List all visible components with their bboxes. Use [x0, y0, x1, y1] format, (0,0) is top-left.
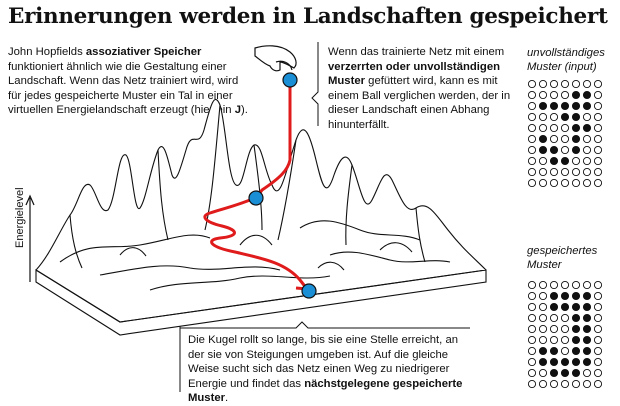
pattern-dot-filled: [539, 358, 546, 365]
pattern-dot-empty: [528, 281, 535, 288]
pattern-dot-empty: [539, 292, 546, 299]
pattern-dot-empty: [528, 292, 535, 299]
pattern-dot-filled: [572, 358, 579, 365]
pattern-dot-filled: [550, 102, 557, 109]
pattern-dot-empty: [539, 157, 546, 164]
pattern-dot-empty: [550, 314, 557, 321]
pattern-dot-empty: [561, 124, 568, 131]
pattern-dot-empty: [550, 135, 557, 142]
pattern-dot-empty: [594, 358, 601, 365]
pattern-dot-filled: [550, 146, 557, 153]
pattern-dot-filled: [539, 146, 546, 153]
pattern-dot-empty: [594, 303, 601, 310]
pattern-dot-filled: [561, 369, 568, 376]
pattern-dot-empty: [583, 168, 590, 175]
pattern-dot-empty: [539, 380, 546, 387]
pattern-stored-grid: [527, 280, 611, 392]
pattern-dot-empty: [594, 325, 601, 332]
pattern-stored-label: gespeichertes Muster: [527, 245, 598, 271]
pattern-dot-empty: [528, 157, 535, 164]
pattern-dot-empty: [550, 124, 557, 131]
pattern-dot-empty: [539, 168, 546, 175]
pattern-dot-empty: [583, 80, 590, 87]
pattern-dot-filled: [561, 292, 568, 299]
pattern-dot-empty: [572, 80, 579, 87]
pattern-dot-filled: [561, 303, 568, 310]
pattern-dot-empty: [550, 380, 557, 387]
pattern-dot-empty: [528, 146, 535, 153]
pattern-dot-filled: [550, 369, 557, 376]
pattern-dot-filled: [583, 347, 590, 354]
pattern-dot-empty: [528, 336, 535, 343]
energy-axis: [26, 196, 34, 282]
pattern-dot-empty: [528, 124, 535, 131]
pattern-dot-empty: [594, 102, 601, 109]
pattern-input-label: unvollständiges Muster (input): [527, 47, 605, 73]
pattern-dot-filled: [583, 325, 590, 332]
pattern-dot-filled: [550, 358, 557, 365]
pattern-dot-empty: [594, 168, 601, 175]
pattern-dot-filled: [572, 325, 579, 332]
pattern-dot-empty: [528, 303, 535, 310]
callout-ball-input: Wenn das trainierte Netz mit einem verzerrten oder unvollständigen Muster gefüttert wird, kann es mit einem Ball verglichen werden, der in dieser Landschaft einen Abhang hinunterfällt.: [328, 46, 511, 131]
pattern-dot-empty: [594, 157, 601, 164]
pattern-dot-filled: [583, 91, 590, 98]
pattern-dot-filled: [550, 292, 557, 299]
pattern-dot-empty: [561, 325, 568, 332]
pattern-input-grid: [527, 79, 611, 191]
pattern-dot-empty: [572, 168, 579, 175]
pattern-dot-empty: [550, 179, 557, 186]
pattern-dot-filled: [561, 102, 568, 109]
pattern-dot-empty: [583, 135, 590, 142]
pattern-dot-empty: [594, 347, 601, 354]
pattern-dot-empty: [528, 113, 535, 120]
pattern-dot-empty: [550, 91, 557, 98]
pattern-dot-empty: [528, 102, 535, 109]
pattern-dot-empty: [528, 369, 535, 376]
pattern-dot-empty: [539, 314, 546, 321]
pattern-dot-filled: [572, 124, 579, 131]
pattern-dot-empty: [550, 80, 557, 87]
pattern-dot-empty: [539, 80, 546, 87]
pattern-dot-filled: [572, 113, 579, 120]
pattern-dot-empty: [539, 124, 546, 131]
pattern-dot-filled: [561, 358, 568, 365]
intro-text: John Hopfields assoziativer Speicher funktioniert ähnlich wie die Gestaltung einer Landschaft. Wenn das Netz trainiert wird, wird für jedes gespeicherte Muster ein Tal in einer virtuellen Energielandschaft erzeugt (hier ein J).: [8, 46, 248, 117]
pattern-dot-empty: [561, 80, 568, 87]
ball-mid: [249, 191, 263, 205]
pattern-dot-empty: [528, 80, 535, 87]
pattern-dot-filled: [572, 369, 579, 376]
pattern-dot-empty: [539, 325, 546, 332]
pattern-dot-empty: [583, 146, 590, 153]
pattern-dot-filled: [572, 135, 579, 142]
pattern-dot-empty: [550, 325, 557, 332]
pattern-dot-empty: [594, 146, 601, 153]
pattern-dot-empty: [539, 369, 546, 376]
pattern-dot-empty: [594, 124, 601, 131]
pattern-dot-empty: [539, 281, 546, 288]
pattern-dot-filled: [550, 157, 557, 164]
pattern-dot-filled: [572, 146, 579, 153]
pattern-dot-filled: [572, 347, 579, 354]
pattern-dot-empty: [583, 157, 590, 164]
ball-start: [283, 73, 297, 87]
pattern-dot-empty: [594, 336, 601, 343]
pattern-dot-empty: [561, 168, 568, 175]
energy-axis-label: Energielevel: [14, 187, 26, 248]
pattern-dot-empty: [572, 281, 579, 288]
pattern-dot-filled: [572, 91, 579, 98]
pattern-dot-empty: [594, 369, 601, 376]
pattern-dot-filled: [561, 113, 568, 120]
pattern-dot-filled: [572, 336, 579, 343]
ball-end: [302, 284, 316, 298]
pattern-dot-filled: [539, 135, 546, 142]
pattern-dot-filled: [550, 347, 557, 354]
pattern-dot-filled: [583, 124, 590, 131]
pattern-dot-filled: [583, 336, 590, 343]
pattern-dot-empty: [594, 314, 601, 321]
pattern-dot-empty: [572, 179, 579, 186]
pattern-dot-filled: [572, 292, 579, 299]
pattern-dot-empty: [594, 113, 601, 120]
pattern-dot-empty: [594, 281, 601, 288]
pattern-dot-empty: [539, 91, 546, 98]
pattern-dot-filled: [583, 303, 590, 310]
pattern-dot-empty: [528, 91, 535, 98]
page-title: Erinnerungen werden in Landschaften gespeichert: [8, 4, 608, 29]
pattern-dot-empty: [561, 380, 568, 387]
pattern-dot-empty: [594, 135, 601, 142]
pattern-dot-empty: [561, 281, 568, 288]
pattern-dot-empty: [572, 380, 579, 387]
pattern-dot-empty: [539, 113, 546, 120]
pattern-dot-empty: [528, 179, 535, 186]
pattern-dot-empty: [594, 380, 601, 387]
pattern-dot-empty: [594, 179, 601, 186]
pattern-dot-empty: [572, 157, 579, 164]
pattern-dot-empty: [528, 347, 535, 354]
pattern-dot-empty: [561, 91, 568, 98]
pattern-dot-filled: [550, 303, 557, 310]
pattern-dot-empty: [550, 113, 557, 120]
pattern-dot-empty: [594, 80, 601, 87]
pattern-dot-empty: [594, 292, 601, 299]
pattern-dot-filled: [583, 314, 590, 321]
pattern-dot-empty: [528, 314, 535, 321]
pattern-dot-empty: [594, 91, 601, 98]
pattern-dot-empty: [550, 281, 557, 288]
pattern-dot-empty: [528, 325, 535, 332]
pattern-dot-empty: [528, 358, 535, 365]
pattern-dot-empty: [561, 179, 568, 186]
pattern-dot-filled: [539, 347, 546, 354]
pattern-dot-empty: [528, 380, 535, 387]
pattern-dot-empty: [539, 336, 546, 343]
pattern-dot-empty: [539, 303, 546, 310]
pattern-dot-empty: [583, 179, 590, 186]
pattern-dot-empty: [528, 168, 535, 175]
pattern-dot-empty: [583, 369, 590, 376]
pattern-dot-filled: [572, 102, 579, 109]
pattern-dot-filled: [583, 358, 590, 365]
pattern-dot-empty: [561, 135, 568, 142]
pattern-dot-filled: [583, 102, 590, 109]
pattern-dot-filled: [561, 157, 568, 164]
pattern-dot-empty: [539, 179, 546, 186]
pattern-dot-empty: [583, 281, 590, 288]
landscape: [36, 99, 486, 335]
pattern-dot-empty: [561, 314, 568, 321]
pattern-dot-empty: [528, 135, 535, 142]
pattern-dot-empty: [561, 146, 568, 153]
hand-icon: [255, 46, 296, 71]
pattern-dot-filled: [572, 303, 579, 310]
pattern-dot-filled: [539, 102, 546, 109]
pattern-dot-empty: [550, 336, 557, 343]
pattern-dot-empty: [550, 168, 557, 175]
callout-ball-rolls: Die Kugel rollt so lange, bis sie eine Stelle erreicht, an der sie von Steigungen umgeben ist. Auf die gleiche Weise sucht sich das Netz einen Weg zu niedrigerer Energie und findet das nächstgelegene gespeicherte Muster.: [188, 334, 463, 405]
pattern-dot-filled: [572, 314, 579, 321]
pattern-dot-filled: [583, 292, 590, 299]
pattern-dot-empty: [583, 380, 590, 387]
pattern-dot-empty: [561, 347, 568, 354]
pattern-dot-empty: [583, 113, 590, 120]
pattern-dot-empty: [561, 336, 568, 343]
